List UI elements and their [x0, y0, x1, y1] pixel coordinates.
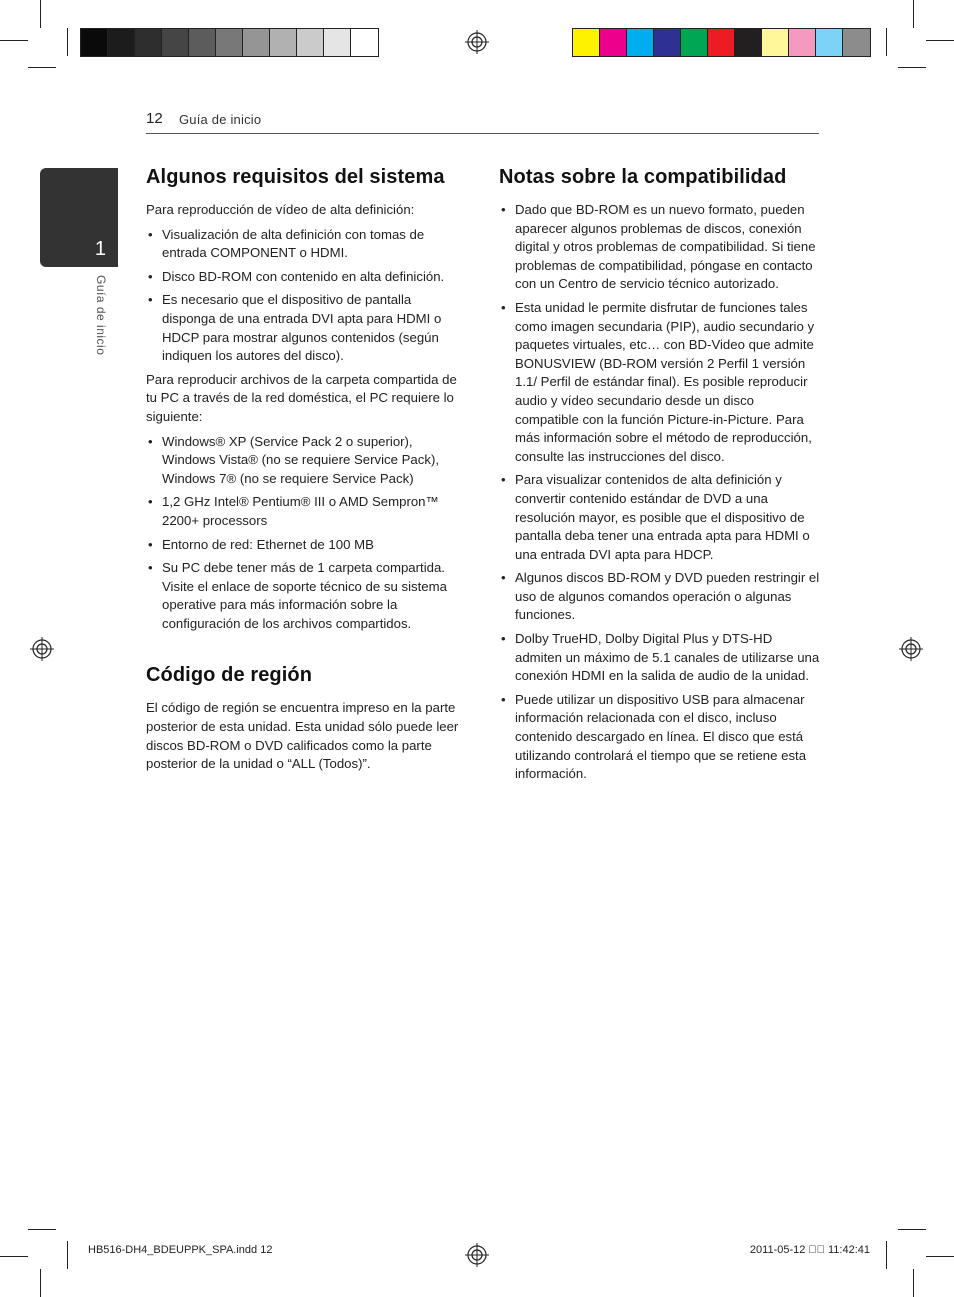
paragraph: Para reproducción de vídeo de alta definición:	[146, 202, 415, 217]
footer-timestamp: 2011-05-12 ￿￿ 11:42:41	[749, 1244, 870, 1256]
crop-mark	[67, 1241, 68, 1269]
color-swatch	[762, 29, 789, 56]
crop-mark	[28, 1229, 56, 1230]
page-number: 12	[146, 110, 163, 127]
color-swatch	[573, 29, 600, 56]
crop-mark	[67, 28, 68, 56]
list-item: • Para visualizar contenidos de alta definición y convertir contenido estándar de DVD a una resolución mayor, es posible que el dispositivo de pantalla deba tener una entrada apta para HDMI o una entrada DVI apta para HDCP.	[499, 471, 821, 564]
chapter-side-label: Guía de inicio	[94, 275, 108, 356]
crop-mark	[28, 67, 56, 68]
chapter-number: 1	[94, 238, 106, 260]
grayscale-bar	[80, 28, 379, 57]
list-item: • Visualización de alta definición con tomas de entrada COMPONENT o HDMI.	[146, 226, 468, 263]
list-item: • Algunos discos BD-ROM y DVD pueden restringir el uso de algunos comandos operación o algunas funciones.	[499, 569, 821, 625]
color-swatch	[243, 29, 270, 56]
paragraph: El código de región se encuentra impreso en la parte posterior de esta unidad. Esta unidad sólo puede leer discos BD-ROM o DVD calificados como la parte posterior de la unidad o “ALL (Todos)”.	[146, 700, 459, 772]
list-item: • Disco BD-ROM con contenido en alta definición.	[146, 268, 468, 287]
list-item: • Dado que BD-ROM es un nuevo formato, pueden aparecer algunos problemas de discos, conexión digital y otros problemas de compatibilidad. Si tiene problemas de compatibilidad, póngase en contacto con un Centro de servicio técnico autorizado.	[499, 201, 821, 294]
color-swatch	[351, 29, 378, 56]
right-column	[499, 166, 821, 789]
crop-mark	[926, 1256, 954, 1257]
list-item: • Es necesario que el dispositivo de pantalla disponga de una entrada DVI apta para HDMI o HDCP para mostrar algunos contenidos (según indiquen los autores del disco).	[146, 291, 468, 365]
list-item: • Su PC debe tener más de 1 carpeta compartida. Visite el enlace de soporte técnico de su sistema operative para más información sobre la configuración de los archivos compartidos.	[146, 559, 468, 633]
color-swatch	[108, 29, 135, 56]
color-swatch	[843, 29, 870, 56]
crop-mark	[913, 0, 914, 28]
color-bar	[572, 28, 871, 57]
crop-mark	[886, 28, 887, 56]
list-item: • Windows® XP (Service Pack 2 o superior), Windows Vista® (no se requiere Service Pack), Windows 7® (no se requiere Service Pack)	[146, 433, 468, 489]
color-swatch	[162, 29, 189, 56]
color-swatch	[189, 29, 216, 56]
header-divider	[146, 133, 819, 134]
pc-requirements-list	[146, 433, 468, 634]
footer-filename: HB516-DH4_BDEUPPK_SPA.indd 12	[88, 1244, 273, 1256]
section-title-system-requirements: Algunos requisitos del sistema	[146, 166, 445, 188]
color-swatch	[81, 29, 108, 56]
color-swatch	[789, 29, 816, 56]
list-item: • Entorno de red: Ethernet de 100 MB	[146, 536, 468, 555]
registration-mark-icon	[465, 30, 489, 54]
list-item: • 1,2 GHz Intel® Pentium® III o AMD Sempron™ 2200+ processors	[146, 493, 468, 530]
chapter-tab	[40, 168, 118, 267]
color-swatch	[735, 29, 762, 56]
color-swatch	[654, 29, 681, 56]
requirements-list	[146, 226, 468, 366]
crop-mark	[886, 1241, 887, 1269]
registration-mark-icon	[899, 637, 923, 661]
crop-mark	[0, 40, 28, 41]
crop-mark	[40, 1269, 41, 1297]
color-swatch	[324, 29, 351, 56]
color-swatch	[708, 29, 735, 56]
color-swatch	[600, 29, 627, 56]
compatibility-list	[499, 201, 821, 784]
color-swatch	[270, 29, 297, 56]
running-header: Guía de inicio	[179, 112, 262, 127]
color-swatch	[627, 29, 654, 56]
color-swatch	[297, 29, 324, 56]
list-item: • Dolby TrueHD, Dolby Digital Plus y DTS-HD admiten un máximo de 5.1 canales de utilizarse una conexión HDMI en la salida de audio de la unidad.	[499, 630, 821, 686]
registration-mark-icon	[30, 637, 54, 661]
color-swatch	[135, 29, 162, 56]
section-title-compatibility: Notas sobre la compatibilidad	[499, 166, 787, 188]
list-item: • Esta unidad le permite disfrutar de funciones tales como imagen secundaria (PIP), audio secundario y paquetes virtuales, etc… con BD-Video que admite BONUSVIEW (BD-ROM versión 2 Perfil 1 versión 1.1/ Perfil de estándar final). Es posible reproducir audio y vídeo secundario desde un disco compatible con la función Picture-in-Picture. Para más información sobre el método de reproducción, consulte las instrucciones del disco.	[499, 299, 821, 466]
section-title-region-code: Código de región	[146, 664, 313, 687]
list-item: • Puede utilizar un dispositivo USB para almacenar información relacionada con el disco, incluso contenido descargado en línea. El disco que está utilizando controlará el tiempo que se retiene esta información.	[499, 691, 821, 784]
crop-mark	[926, 40, 954, 41]
crop-mark	[40, 0, 41, 28]
crop-mark	[898, 67, 926, 68]
left-column	[146, 166, 468, 780]
crop-mark	[0, 1256, 28, 1257]
crop-mark	[913, 1269, 914, 1297]
paragraph: Para reproducir archivos de la carpeta compartida de tu PC a través de la red doméstica, el PC requiere lo siguiente:	[146, 371, 457, 424]
color-swatch	[216, 29, 243, 56]
color-swatch	[681, 29, 708, 56]
registration-mark-icon	[465, 1243, 489, 1267]
color-swatch	[816, 29, 843, 56]
crop-mark	[898, 1229, 926, 1230]
